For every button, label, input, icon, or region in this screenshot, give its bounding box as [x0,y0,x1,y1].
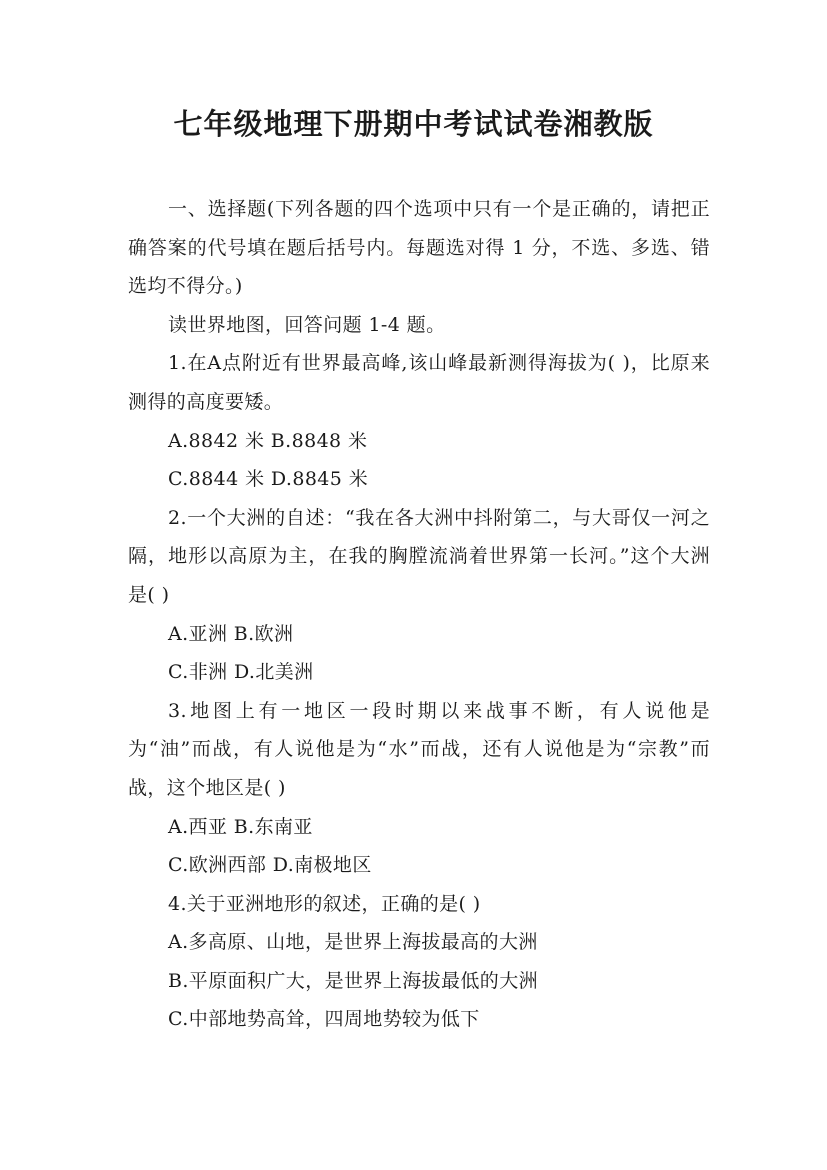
option-line: B.平原面积广大，是世界上海拔最低的大洲 [168,969,539,992]
option-line: A.多高原、山地，是世界上海拔最高的大洲 [168,931,538,954]
map-intro: 读世界地图，回答问题 1-4 题。 [168,313,446,336]
option-line: C.欧洲西部 D.南极地区 [168,854,372,877]
question-3 [128,692,710,885]
option-line: A.亚洲 B.欧洲 [168,622,294,645]
question-stem: 2.一个大洲的自述：“我在各大洲中抖附第二，与大哥仅一河之隔，地形以高原为主，在我的胸膛流淌着世界第一长河。”这个大洲是( ) [128,506,710,606]
document-title: 七年级地理下册期中考试试卷湘教版 [173,107,654,141]
question-1 [128,344,710,498]
question-stem: 4.关于亚洲地形的叙述，正确的是( ) [168,892,481,915]
section-instructions: 一、选择题(下列各题的四个选项中只有一个是正确的，请把正确答案的代号填在题后括号内。每题选对得 1 分，不选、多选、错选均不得分。) [128,198,710,298]
document-body [128,190,710,1039]
option-line: A.西亚 B.东南亚 [168,815,313,838]
option-line: C.中部地势高耸，四周地势较为低下 [168,1008,480,1031]
option-line: C.8844 米 D.8845 米 [168,468,369,491]
option-line: A.8842 米 B.8848 米 [168,429,368,452]
question-4 [128,885,710,1039]
question-2 [128,499,710,692]
option-line: C.非洲 D.北美洲 [168,661,314,684]
question-stem: 3.地图上有一地区一段时期以来战事不断，有人说他是为“油”而战，有人说他是为“水”而战，还有人说他是为“宗教”而战，这个地区是( ) [128,699,710,799]
question-stem: 1.在A点附近有世界最高峰,该山峰最新测得海拔为( )，比原来测得的高度要矮。 [128,352,710,413]
